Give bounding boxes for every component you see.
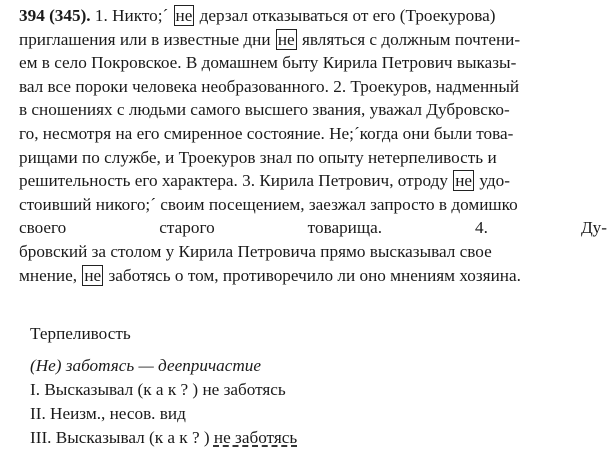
text-line-11: бровский за столом у Кирила Петровича прямо высказывал свое (19, 241, 492, 261)
line-text: заботясь о том, противоречило ли оно мнениям хозяина. (104, 265, 521, 285)
boxed-particle: не (277, 29, 295, 49)
line-text: удо- (475, 171, 510, 191)
text-line-4: вал все пороки человека необразованного. 2. Троекуров, надменный (19, 76, 520, 96)
text-line-6: го, несмотря на его смиренное состояние. Не;´когда они были това- (19, 123, 514, 143)
text-line-3: ем в село Покровское. В домашнем быту Кирила Петрович выказы- (19, 53, 517, 73)
text-line-2 (19, 28, 607, 52)
answer-line-1: I. Высказывал (к а к ? ) не заботясь (30, 380, 286, 399)
line-text: являться с должным почтени- (297, 29, 521, 49)
answer-line-3-prefix: III. Высказывал (к а к ? ) (30, 428, 214, 447)
answer-line-2: II. Неизм., несов. вид (30, 404, 186, 423)
line-text: 1. Никто;´ (94, 6, 173, 25)
boxed-particle: не (84, 265, 102, 285)
text-line-10: своего старого товарища. 4. Ду- (19, 218, 607, 238)
answer-line-3 (30, 426, 297, 449)
text-line-5: в сношениях с людьми самого высшего звания, уважал Дубровско- (19, 100, 510, 120)
answer-note: (Не) заботясь — деепричастие (30, 356, 262, 375)
boxed-particle: не (455, 171, 473, 191)
text-line-9: стоивший никого;´ своим посещением, заезжал запросто в домишко (19, 194, 518, 214)
text-line-7: рищами по службе, и Троекуров знал по опыту нетерпеливость и (19, 147, 497, 167)
exercise-paragraph (19, 4, 607, 287)
line-text: мнение, (19, 265, 82, 285)
boxed-particle: не (175, 6, 193, 25)
line-text: дерзал отказываться от его (Троекурова) (195, 6, 496, 25)
exercise-number: 394 (345). (19, 6, 91, 25)
answer-word: Терпеливость (30, 324, 131, 343)
text-line-1 (19, 4, 607, 28)
text-line-8 (19, 169, 607, 193)
underlined-phrase: не заботясь (213, 428, 298, 447)
line-text: приглашения или в известные дни (19, 29, 275, 49)
text-line-12 (19, 264, 607, 288)
line-text: решительность его характера. 3. Кирила Петрович, отроду (19, 171, 453, 191)
